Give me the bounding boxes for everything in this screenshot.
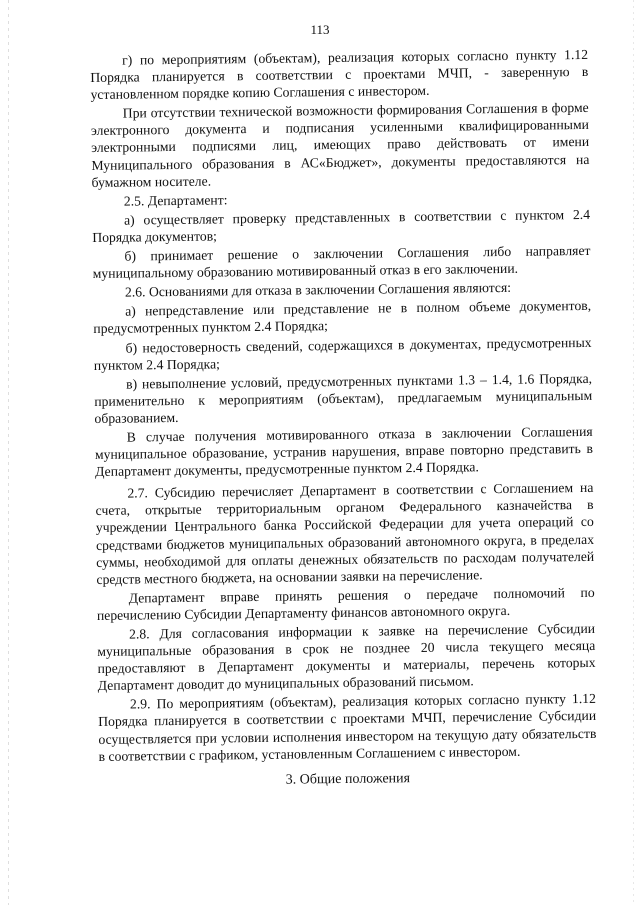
- paragraph-2-5: 2.5. Департамент:: [123, 192, 228, 209]
- paragraph-2-6-a: а) непредставление или представление не в полном объеме документов, предусмотренных пунктом 2.4 Порядка;: [93, 298, 592, 337]
- paragraph-2-6: 2.6. Основаниями для отказа в заключении Соглашения являются:: [124, 280, 512, 300]
- paragraph-2-5-b: б) принимает решение о заключении Соглашения либо направляет муниципальному образованию мотивированный отказ в его заключении.: [92, 242, 591, 282]
- paragraph-2-4-g: г) по мероприятиям (объектам), реализация которых согласно пункту 1.12 Порядка планируется в соответствии с проектами МЧП, - заверенную в установленном порядке копию Соглашения с инвестором.: [90, 46, 589, 103]
- paragraph-refusal-resubmit: В случае получения мотивированного отказа в заключении Соглашения муниципальное образование, устранив нарушения, вправе повторно представить в Департамент документы, предусмотренные пунктом 2.4 Порядка.: [94, 423, 593, 480]
- paragraph-2-7: 2.7. Субсидию перечисляет Департамент в соответствии с Соглашением на счета, открытые территориальным органом Федерального казначейства в учреждении Центрального банка Российской Федерации для учета операций со средствами бюджетов муниципальных образований автономного округа, в пределах суммы, необходимой для оплаты денежных обязательств по расходам получателей средств местного бюджета, на основании заявки на перечисление.: [95, 480, 595, 587]
- paragraph-paper-submission: При отсутствии технической возможности формирования Соглашения в форме электронного документа и подписания усиленными квалифицированными электронными подписями лиц, имеющих право действовать от имени Муниципального образования в АС«Бюджет», документы предоставляются на бумажном носителе.: [90, 100, 590, 190]
- paragraph-2-6-v: в) невыполнение условий, предусмотренных пунктами 1.3 – 1.4, 1.6 Порядка, применительно к мероприятиям (объектам), предлагаемым муниципальным образованием.: [94, 370, 593, 426]
- section-heading-3: 3. Общие положения: [285, 770, 411, 788]
- paragraph-2-9: 2.9. По мероприятиям (объектам), реализация которых согласно пункту 1.12 Порядка планируется в соответствии с проектами МЧП, перечисление Субсидии осуществляется при условии исполнения инвестором на текущую дату обязательств в соответствии с графиком, установленным Соглашением с инвестором.: [98, 691, 597, 764]
- paragraph-2-6-b: б) недостоверность сведений, содержащихся в документах, предусмотренных пунктом 2.4 Порядка;: [93, 334, 592, 373]
- scan-edge-left: [8, 0, 9, 905]
- page-number: 113: [310, 22, 330, 37]
- paragraph-2-8: 2.8. Для согласования информации к заявке на перечисление Субсидии муниципальные образования в срок не позднее 20 числа текущего месяца предоставляют в Департамент документы и материалы, перечень которых Департамент доводит до муниципальных образований письмом.: [97, 620, 596, 694]
- paragraph-2-5-a: а) осуществляет проверку представленных в соответствии с пунктом 2.4 Порядка документов;: [92, 206, 591, 245]
- document-body: [90, 46, 597, 791]
- paragraph-delegation: Департамент вправе принять решения о передаче полномочий по перечислению Субсидии Департаменту финансов автономного округа.: [96, 584, 595, 623]
- scan-edge-right: [633, 0, 634, 905]
